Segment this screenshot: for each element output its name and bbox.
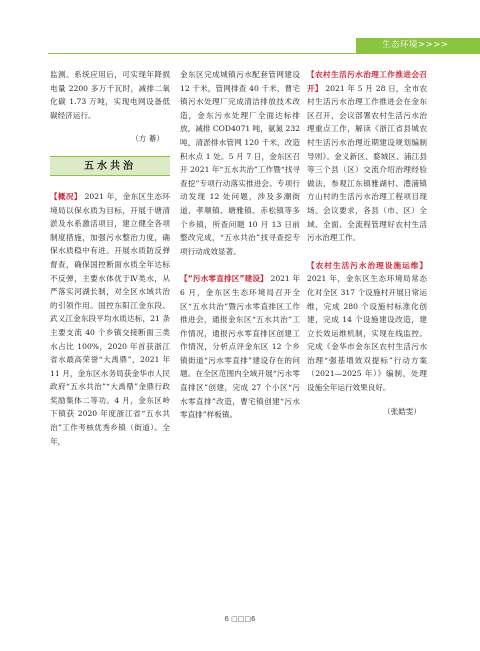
paragraph-overview	[50, 190, 170, 448]
paragraph-zero-discharge	[180, 272, 300, 422]
paragraph-text: 2021 年，金东区生态环境局常态化对全区 317 个设施村开展日常运维，完成 280 个设施村标准化创建，完成 14 个设施建设改造，建立长效运维机制，实现在线监控。完成《金华市金东区农村生活污水治理“强基增效双提标”行动方案（2021—2025 年）》编制，处理设施全年运行效果良好。	[307, 274, 427, 393]
paragraph-text: 2021 年 5 月 28 日，全市农村生活污水治理工作推进会在金东区召开，会议部署农村生活污水治理重点工作，解读《浙江省县城农村生活污水治理近期建设规划编制导则》。金义新区、婺城区、浦江县等三个县（区）交流介绍治理经验做法，参观江东镇雅湖村、澧浦镇方山村的生活污水治理工程项目现场。会议要求，各县（市、区）全域、全面、全流程管理好农村生活污水治理工作。	[307, 83, 427, 243]
column-1	[50, 68, 170, 448]
spacer	[180, 258, 300, 272]
header-divider	[48, 53, 480, 54]
keyword-heading: 【概况】	[50, 191, 82, 201]
paragraph-continuation: 监测。系统应用后，可实现年降损电量 2200 多万千瓦时，减排二氧化碳 1.73 万吨，实现电网设备低碳经济运行。	[50, 70, 170, 120]
section-header-tab: 生态环境>>>>	[356, 38, 480, 53]
paragraph-maintenance	[307, 259, 427, 395]
author-signature: （方 綦）	[131, 134, 164, 144]
column-2	[180, 68, 300, 422]
paragraph-text: 2021 年，金东区生态环境局以保水质为目标，开展千塘清淤及水系激活项目，建立健全各项制度措施，加强污水整治力度，确保水质稳中有进。开展水质防反弹督查，确保国控断面水质全年达标不反弹，主要水体优于Ⅳ类水，从严落实河湖长制，对全区水域共治的引领作用。国控东阳江金东段、武义江金东段平均水质达标，21 条主要支流 40 个乡镇交接断面三类水占比 100%，2020 年首获浙江省水最高荣誉“大禹鼎”，2021 年 11 月，金东区水务局获金华市人民政府“五水共治”“大禹鼎”金鼎行政奖励集体二等功。4 月，金东区岭下镇获 2020 年度浙江省“五水共治”工作考核优秀乡镇（街道）。全年，	[50, 191, 170, 446]
spacer	[307, 245, 427, 259]
author-signature: （张皓雯）	[383, 406, 421, 416]
column-3	[307, 68, 427, 428]
keyword-heading: 【“污水零直排区”建设】	[180, 274, 268, 284]
paragraph-continuation: 金东区完成城镇污水配套管网建设 12 千米，管网排查 40 千米，曹宅镇污水处理厂完成清洁排放技术改造，金东污水处理厂全面达标排放，减排 COD4071 吨，氨氮 232 吨，清淤排水管网 120 千米，改造积水点 1 处。5 月 7 日，金东区召开 2021 年“五水共治”工作暨“找寻查挖”专项行动落实推进会。专项行动发现 12 处问题，涉及多潮街道、孝顺镇、塘雅镇、赤松镇等多个乡镇，所查问题 10 月 13 日前整改完成，“五水共治”找寻查挖专项行动成效显著。	[180, 70, 300, 256]
keyword-heading: 【农村生活污水治理设施运维】	[307, 260, 427, 270]
section-title: 五水共治	[50, 156, 170, 176]
keyword-heading: 【农村生活污水治理工作推进会召开】	[307, 70, 427, 93]
paragraph-text: 2021 年 6 月，金东区生态环境局召开全区“五水共治”暨污水零直排区工作推进会，通报金东区“五水共治”工作情况，通报污水零直排区创建工作情况，分析点评金东区 12 个乡镇街道“污水零直排”建设存在的问题。在全区范围内全域开展“污水零直排区”创建，完成 27 个小区“污水零直排”改造，曹宅镇创建“污水零直排”样板镇。	[180, 274, 301, 420]
paragraph-meeting	[307, 68, 427, 245]
page-number: 6 □□□6	[224, 615, 256, 623]
